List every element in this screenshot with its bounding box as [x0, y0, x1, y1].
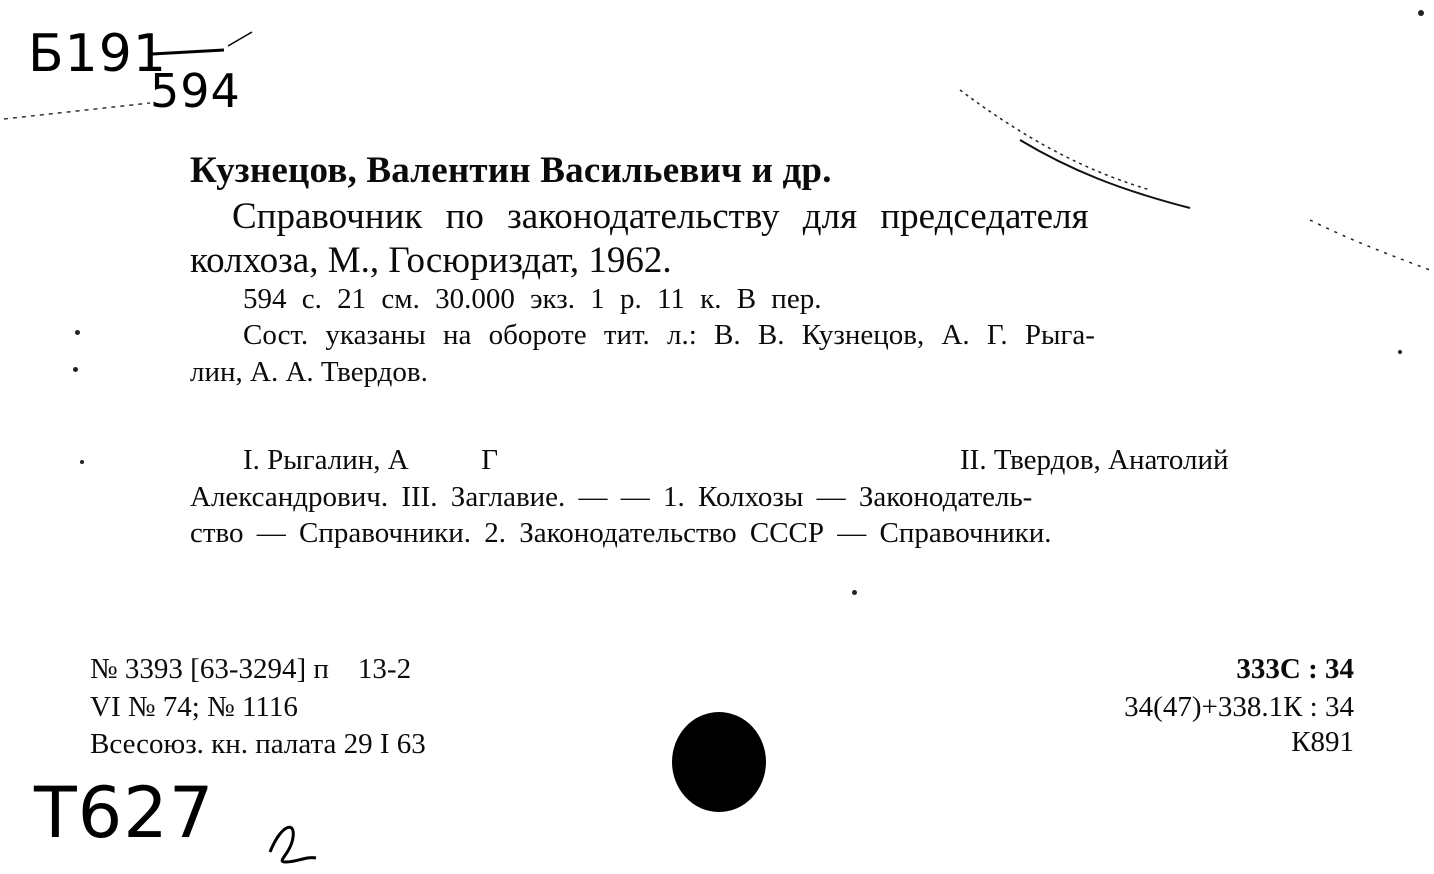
tracings-line-1b: II. Твердов, Анатолий — [960, 444, 1229, 476]
speck — [1398, 350, 1402, 354]
dash-stroke-icon — [0, 95, 160, 125]
physical-description: 594 с. 21 см. 30.000 экз. 1 р. 11 к. В пер. — [243, 283, 822, 315]
handwritten-shelfmark-sub: 594 — [150, 64, 241, 118]
punch-hole — [672, 712, 766, 812]
speck — [73, 367, 78, 372]
handwritten-shelfmark-top: Б191 — [28, 24, 167, 84]
registry-line-2: VI № 74; № 1116 — [90, 691, 298, 723]
classification-line-1: 333С : 34 — [1236, 653, 1354, 685]
registry-line-1: № 3393 [63-3294] п 13-2 — [90, 653, 412, 685]
author-heading: Кузнецов, Валентин Васильевич и др. — [190, 150, 832, 191]
speck — [1418, 10, 1424, 16]
title-line-1: Справочник по законодательству для председателя — [232, 196, 1089, 237]
classification-line-3: К891 — [1291, 726, 1354, 758]
note-line-2: лин, А. А. Твердов. — [190, 356, 428, 388]
speck — [75, 330, 80, 335]
note-line-1: Сост. указаны на обороте тит. л.: В. В. Кузнецов, А. Г. Рыга- — [243, 319, 1095, 351]
scratch-icon — [950, 80, 1434, 280]
registry-line-3: Всесоюз. кн. палата 29 I 63 — [90, 728, 426, 760]
handwritten-shelfmark-bottom: Т627 — [34, 772, 215, 854]
speck — [852, 590, 857, 595]
speck — [80, 460, 84, 464]
tracings-line-2: Александрович. III. Заглавие. — — 1. Колхозы — Законодатель- — [190, 481, 1033, 513]
title-line-2: колхоза, М., Госюриздат, 1962. — [190, 240, 672, 281]
tracings-line-3: ство — Справочники. 2. Законодательство СССР — Справочники. — [190, 517, 1052, 549]
classification-line-2: 34(47)+338.1К : 34 — [1124, 691, 1354, 723]
handwritten-flourish-icon — [262, 812, 322, 868]
tracings-line-1a: I. Рыгалин, А Г — [243, 444, 499, 476]
